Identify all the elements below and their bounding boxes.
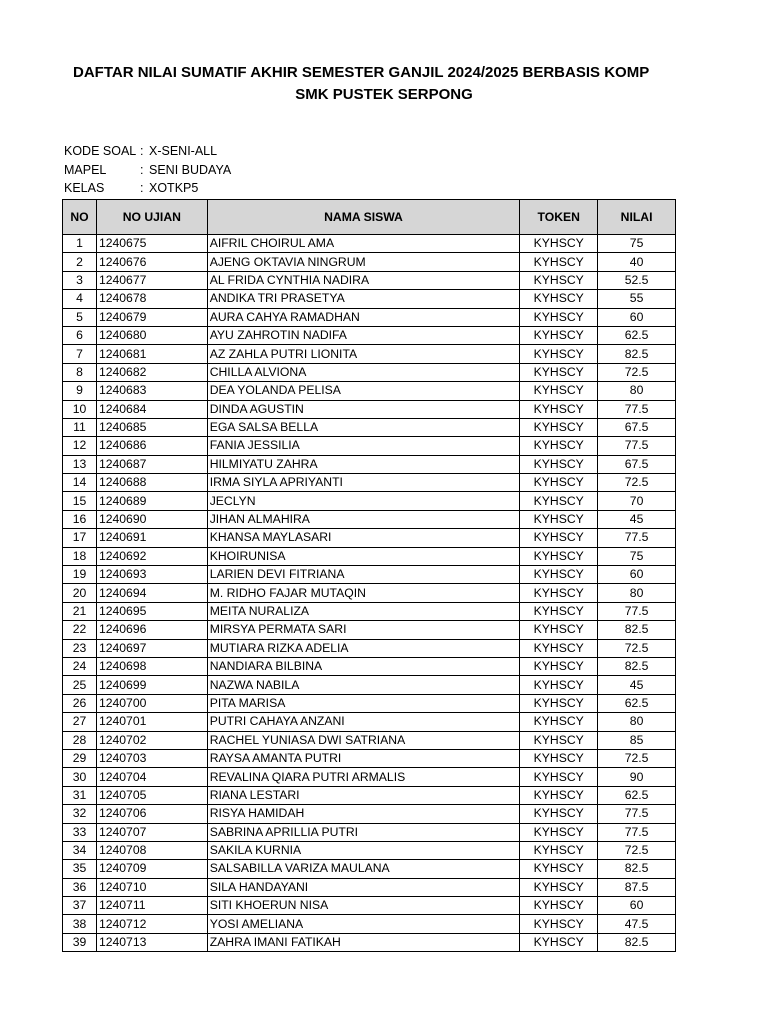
cell-nilai: 47.5	[598, 915, 676, 933]
table-row	[63, 492, 676, 510]
cell-no: 25	[63, 676, 97, 694]
cell-no: 9	[63, 382, 97, 400]
cell-no-ujian: 1240694	[96, 584, 207, 602]
table-row	[63, 418, 676, 436]
cell-no-ujian: 1240698	[96, 657, 207, 675]
meta-value: XOTKP5	[149, 181, 199, 195]
table-row	[63, 235, 676, 253]
cell-token: KYHSCY	[520, 510, 598, 528]
cell-nama-siswa: SAKILA KURNIA	[207, 841, 520, 859]
table-row	[63, 547, 676, 565]
meta-value: SENI BUDAYA	[149, 162, 232, 177]
table-row	[63, 915, 676, 933]
cell-no-ujian: 1240711	[96, 897, 207, 915]
cell-token: KYHSCY	[520, 566, 598, 584]
cell-nama-siswa: MEITA NURALIZA	[207, 602, 520, 620]
cell-token: KYHSCY	[520, 547, 598, 565]
cell-no: 37	[63, 897, 97, 915]
cell-nama-siswa: AL FRIDA CYNTHIA NADIRA	[207, 271, 520, 289]
cell-nama-siswa: M. RIDHO FAJAR MUTAQIN	[207, 584, 520, 602]
cell-no: 31	[63, 786, 97, 804]
cell-token: KYHSCY	[520, 639, 598, 657]
meta-separator: :	[140, 144, 144, 158]
title-line-1: DAFTAR NILAI SUMATIF AKHIR SEMESTER GANJIL 2024/2025 BERBASIS KOMP	[73, 64, 650, 81]
cell-nilai: 82.5	[598, 621, 676, 639]
cell-nilai: 82.5	[598, 657, 676, 675]
cell-token: KYHSCY	[520, 878, 598, 896]
cell-no-ujian: 1240683	[96, 382, 207, 400]
table-row	[63, 841, 676, 859]
cell-nama-siswa: RIANA LESTARI	[207, 786, 520, 804]
cell-nama-siswa: SABRINA APRILLIA PUTRI	[207, 823, 520, 841]
cell-nilai: 85	[598, 731, 676, 749]
cell-no: 5	[63, 308, 97, 326]
cell-no-ujian: 1240680	[96, 326, 207, 344]
cell-token: KYHSCY	[520, 235, 598, 253]
cell-token: KYHSCY	[520, 602, 598, 620]
table-row	[63, 382, 676, 400]
cell-token: KYHSCY	[520, 694, 598, 712]
meta-key: KELAS	[64, 181, 105, 195]
table-row	[63, 749, 676, 767]
cell-nama-siswa: SILA HANDAYANI	[207, 878, 520, 896]
cell-no: 33	[63, 823, 97, 841]
cell-token: KYHSCY	[520, 290, 598, 308]
cell-no: 28	[63, 731, 97, 749]
cell-no: 2	[63, 253, 97, 271]
column-header-token: TOKEN	[520, 200, 598, 235]
cell-no: 11	[63, 418, 97, 436]
table-row	[63, 639, 676, 657]
cell-no: 20	[63, 584, 97, 602]
cell-nilai: 90	[598, 768, 676, 786]
meta-row-kode-soal	[64, 142, 231, 161]
cell-nilai: 82.5	[598, 345, 676, 363]
cell-no-ujian: 1240677	[96, 271, 207, 289]
cell-token: KYHSCY	[520, 657, 598, 675]
cell-no: 1	[63, 235, 97, 253]
cell-nilai: 72.5	[598, 639, 676, 657]
table-row	[63, 805, 676, 823]
cell-no: 19	[63, 566, 97, 584]
cell-token: KYHSCY	[520, 308, 598, 326]
cell-no: 15	[63, 492, 97, 510]
cell-nilai: 52.5	[598, 271, 676, 289]
cell-token: KYHSCY	[520, 749, 598, 767]
cell-no: 4	[63, 290, 97, 308]
cell-nilai: 77.5	[598, 823, 676, 841]
cell-nilai: 82.5	[598, 860, 676, 878]
cell-token: KYHSCY	[520, 731, 598, 749]
cell-token: KYHSCY	[520, 474, 598, 492]
cell-nama-siswa: AYU ZAHROTIN NADIFA	[207, 326, 520, 344]
cell-nama-siswa: NAZWA NABILA	[207, 676, 520, 694]
cell-no: 22	[63, 621, 97, 639]
cell-token: KYHSCY	[520, 400, 598, 418]
cell-nama-siswa: ANDIKA TRI PRASETYA	[207, 290, 520, 308]
cell-nilai: 77.5	[598, 437, 676, 455]
meta-row-kelas	[64, 179, 231, 198]
cell-nama-siswa: FANIA JESSILIA	[207, 437, 520, 455]
meta-separator: :	[140, 181, 144, 195]
cell-no: 14	[63, 474, 97, 492]
cell-no-ujian: 1240681	[96, 345, 207, 363]
cell-nilai: 60	[598, 897, 676, 915]
cell-nilai: 67.5	[598, 418, 676, 436]
cell-no: 29	[63, 749, 97, 767]
table-body	[63, 235, 676, 952]
cell-no: 23	[63, 639, 97, 657]
cell-nama-siswa: NANDIARA BILBINA	[207, 657, 520, 675]
cell-no: 36	[63, 878, 97, 896]
cell-nilai: 72.5	[598, 749, 676, 767]
cell-nilai: 55	[598, 290, 676, 308]
cell-token: KYHSCY	[520, 418, 598, 436]
cell-no: 30	[63, 768, 97, 786]
cell-no-ujian: 1240709	[96, 860, 207, 878]
cell-nama-siswa: RAYSA AMANTA PUTRI	[207, 749, 520, 767]
cell-nilai: 67.5	[598, 455, 676, 473]
cell-no: 24	[63, 657, 97, 675]
cell-nama-siswa: KHOIRUNISA	[207, 547, 520, 565]
table-row	[63, 897, 676, 915]
grades-table	[62, 199, 676, 952]
cell-nilai: 45	[598, 676, 676, 694]
cell-no-ujian: 1240675	[96, 235, 207, 253]
cell-nama-siswa: LARIEN DEVI FITRIANA	[207, 566, 520, 584]
table-row	[63, 308, 676, 326]
cell-no-ujian: 1240696	[96, 621, 207, 639]
cell-nama-siswa: SITI KHOERUN NISA	[207, 897, 520, 915]
cell-nama-siswa: RISYA HAMIDAH	[207, 805, 520, 823]
cell-nilai: 80	[598, 382, 676, 400]
meta-key: MAPEL	[64, 162, 107, 177]
cell-token: KYHSCY	[520, 271, 598, 289]
cell-no-ujian: 1240710	[96, 878, 207, 896]
table-row	[63, 786, 676, 804]
cell-nama-siswa: AIFRIL CHOIRUL AMA	[207, 235, 520, 253]
cell-no-ujian: 1240690	[96, 510, 207, 528]
cell-no-ujian: 1240676	[96, 253, 207, 271]
cell-nama-siswa: MUTIARA RIZKA ADELIA	[207, 639, 520, 657]
cell-no-ujian: 1240701	[96, 713, 207, 731]
cell-no-ujian: 1240706	[96, 805, 207, 823]
cell-nilai: 87.5	[598, 878, 676, 896]
meta-row-mapel	[64, 161, 231, 180]
cell-nilai: 72.5	[598, 474, 676, 492]
cell-no-ujian: 1240700	[96, 694, 207, 712]
cell-no: 17	[63, 529, 97, 547]
cell-nama-siswa: IRMA SIYLA APRIYANTI	[207, 474, 520, 492]
cell-no-ujian: 1240684	[96, 400, 207, 418]
cell-token: KYHSCY	[520, 897, 598, 915]
table-row	[63, 400, 676, 418]
table-row	[63, 529, 676, 547]
cell-token: KYHSCY	[520, 529, 598, 547]
cell-no: 12	[63, 437, 97, 455]
cell-no-ujian: 1240705	[96, 786, 207, 804]
cell-no-ujian: 1240703	[96, 749, 207, 767]
cell-token: KYHSCY	[520, 915, 598, 933]
table-row	[63, 860, 676, 878]
cell-nilai: 80	[598, 713, 676, 731]
cell-no: 8	[63, 363, 97, 381]
cell-nilai: 72.5	[598, 363, 676, 381]
table-row	[63, 823, 676, 841]
cell-token: KYHSCY	[520, 823, 598, 841]
cell-token: KYHSCY	[520, 382, 598, 400]
cell-token: KYHSCY	[520, 455, 598, 473]
cell-nilai: 77.5	[598, 602, 676, 620]
cell-no-ujian: 1240689	[96, 492, 207, 510]
cell-no-ujian: 1240692	[96, 547, 207, 565]
cell-no-ujian: 1240679	[96, 308, 207, 326]
cell-no-ujian: 1240713	[96, 933, 207, 951]
cell-no-ujian: 1240678	[96, 290, 207, 308]
cell-nilai: 80	[598, 584, 676, 602]
cell-nama-siswa: AZ ZAHLA PUTRI LIONITA	[207, 345, 520, 363]
cell-token: KYHSCY	[520, 676, 598, 694]
cell-token: KYHSCY	[520, 860, 598, 878]
cell-no-ujian: 1240695	[96, 602, 207, 620]
cell-nilai: 75	[598, 235, 676, 253]
cell-nama-siswa: EGA SALSA BELLA	[207, 418, 520, 436]
cell-no-ujian: 1240691	[96, 529, 207, 547]
cell-nilai: 70	[598, 492, 676, 510]
cell-no: 16	[63, 510, 97, 528]
column-header-nama-siswa: NAMA SISWA	[207, 200, 520, 235]
table-row	[63, 584, 676, 602]
cell-no-ujian: 1240697	[96, 639, 207, 657]
cell-token: KYHSCY	[520, 805, 598, 823]
cell-token: KYHSCY	[520, 437, 598, 455]
cell-nilai: 62.5	[598, 694, 676, 712]
table-header-row	[63, 200, 676, 235]
cell-token: KYHSCY	[520, 786, 598, 804]
meta-separator: :	[140, 162, 144, 177]
column-header-no: NO	[63, 200, 97, 235]
cell-nilai: 75	[598, 547, 676, 565]
cell-nama-siswa: MIRSYA PERMATA SARI	[207, 621, 520, 639]
cell-token: KYHSCY	[520, 933, 598, 951]
table-row	[63, 437, 676, 455]
cell-nilai: 77.5	[598, 529, 676, 547]
column-header-nilai: NILAI	[598, 200, 676, 235]
cell-token: KYHSCY	[520, 621, 598, 639]
table-row	[63, 363, 676, 381]
meta-key: KODE SOAL	[64, 144, 137, 158]
table-row	[63, 290, 676, 308]
meta-info	[64, 142, 231, 198]
cell-nilai: 60	[598, 308, 676, 326]
cell-no: 27	[63, 713, 97, 731]
cell-nama-siswa: PUTRI CAHAYA ANZANI	[207, 713, 520, 731]
table-row	[63, 566, 676, 584]
table-row	[63, 345, 676, 363]
cell-no: 26	[63, 694, 97, 712]
cell-no-ujian: 1240685	[96, 418, 207, 436]
cell-no: 6	[63, 326, 97, 344]
cell-nilai: 77.5	[598, 400, 676, 418]
table-row	[63, 713, 676, 731]
table-row	[63, 455, 676, 473]
cell-nilai: 60	[598, 566, 676, 584]
cell-no-ujian: 1240682	[96, 363, 207, 381]
cell-token: KYHSCY	[520, 345, 598, 363]
cell-token: KYHSCY	[520, 584, 598, 602]
cell-no: 13	[63, 455, 97, 473]
cell-no: 35	[63, 860, 97, 878]
cell-nama-siswa: ZAHRA IMANI FATIKAH	[207, 933, 520, 951]
cell-no: 10	[63, 400, 97, 418]
cell-nama-siswa: DINDA AGUSTIN	[207, 400, 520, 418]
column-header-no-ujian: NO UJIAN	[96, 200, 207, 235]
cell-nama-siswa: HILMIYATU ZAHRA	[207, 455, 520, 473]
cell-nama-siswa: CHILLA ALVIONA	[207, 363, 520, 381]
cell-nilai: 45	[598, 510, 676, 528]
cell-no-ujian: 1240686	[96, 437, 207, 455]
cell-nama-siswa: KHANSA MAYLASARI	[207, 529, 520, 547]
cell-no: 32	[63, 805, 97, 823]
cell-nilai: 72.5	[598, 841, 676, 859]
cell-nama-siswa: PITA MARISA	[207, 694, 520, 712]
cell-token: KYHSCY	[520, 713, 598, 731]
table-row	[63, 602, 676, 620]
cell-nilai: 62.5	[598, 326, 676, 344]
cell-no: 3	[63, 271, 97, 289]
cell-token: KYHSCY	[520, 363, 598, 381]
table-row	[63, 731, 676, 749]
table-row	[63, 878, 676, 896]
cell-nama-siswa: AURA CAHYA RAMADHAN	[207, 308, 520, 326]
title-line-2: SMK PUSTEK SERPONG	[295, 86, 473, 103]
table-row	[63, 271, 676, 289]
cell-no-ujian: 1240707	[96, 823, 207, 841]
cell-nama-siswa: REVALINA QIARA PUTRI ARMALIS	[207, 768, 520, 786]
cell-no: 34	[63, 841, 97, 859]
cell-no: 39	[63, 933, 97, 951]
cell-token: KYHSCY	[520, 841, 598, 859]
table-row	[63, 253, 676, 271]
meta-value: X-SENI-ALL	[149, 144, 218, 158]
table-row	[63, 933, 676, 951]
cell-token: KYHSCY	[520, 492, 598, 510]
cell-no-ujian: 1240699	[96, 676, 207, 694]
cell-no: 7	[63, 345, 97, 363]
cell-nama-siswa: YOSI AMELIANA	[207, 915, 520, 933]
table-row	[63, 510, 676, 528]
table-row	[63, 768, 676, 786]
cell-nilai: 62.5	[598, 786, 676, 804]
table-row	[63, 676, 676, 694]
cell-nama-siswa: AJENG OKTAVIA NINGRUM	[207, 253, 520, 271]
cell-token: KYHSCY	[520, 326, 598, 344]
table-row	[63, 694, 676, 712]
table-row	[63, 474, 676, 492]
cell-no-ujian: 1240702	[96, 731, 207, 749]
cell-no-ujian: 1240712	[96, 915, 207, 933]
cell-nama-siswa: JIHAN ALMAHIRA	[207, 510, 520, 528]
table-row	[63, 621, 676, 639]
cell-nilai: 40	[598, 253, 676, 271]
cell-token: KYHSCY	[520, 253, 598, 271]
cell-no-ujian: 1240704	[96, 768, 207, 786]
cell-no-ujian: 1240688	[96, 474, 207, 492]
cell-nama-siswa: DEA YOLANDA PELISA	[207, 382, 520, 400]
cell-nilai: 77.5	[598, 805, 676, 823]
cell-nama-siswa: JECLYN	[207, 492, 520, 510]
cell-no-ujian: 1240687	[96, 455, 207, 473]
cell-no-ujian: 1240708	[96, 841, 207, 859]
cell-nama-siswa: SALSABILLA VARIZA MAULANA	[207, 860, 520, 878]
table-row	[63, 326, 676, 344]
cell-no: 18	[63, 547, 97, 565]
cell-no: 38	[63, 915, 97, 933]
cell-no: 21	[63, 602, 97, 620]
cell-no-ujian: 1240693	[96, 566, 207, 584]
cell-token: KYHSCY	[520, 768, 598, 786]
cell-nilai: 82.5	[598, 933, 676, 951]
table-row	[63, 657, 676, 675]
cell-nama-siswa: RACHEL YUNIASA DWI SATRIANA	[207, 731, 520, 749]
